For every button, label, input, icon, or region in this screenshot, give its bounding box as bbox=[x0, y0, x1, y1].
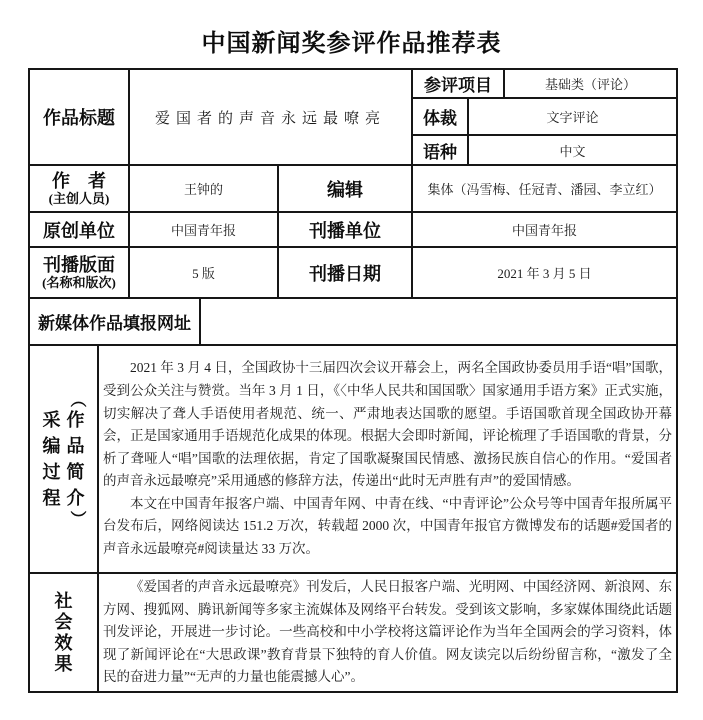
process-label-row: 采作 bbox=[42, 410, 91, 430]
recommendation-table bbox=[28, 68, 678, 693]
social-effect-paragraph-1: 《爱国者的声音永远最嘹亮》刊发后，人民日报客户端、光明网、中国经济网、新浪网、东方网、搜狐网、腾讯新闻等多家主流媒体及网络平台转发。受到该文影响，多家媒体围绕此话题刊发评论，开展进一步讨论。一些高校和中小学校将这篇评论作为当年全国两会的学习资料，体现了新闻评论在“大思政课”教育背景下独特的育人价值。网友读完以后纷纷留言称，“激发了全民的奋进力量”“无声的力量也能震撼人心”。 bbox=[103, 579, 673, 685]
process-label-row: 编品 bbox=[42, 436, 91, 456]
social-label-char: 果 bbox=[54, 653, 73, 674]
work-title-label: 作品标题 bbox=[29, 69, 129, 165]
author-label-sub: (主创人员) bbox=[48, 191, 110, 206]
genre-label: 体裁 bbox=[412, 98, 468, 135]
publish-date-label: 刊播日期 bbox=[278, 247, 412, 298]
process-intro-label bbox=[34, 392, 93, 526]
process-intro-paragraph-1: 2021 年 3 月 4 日，全国政协十三届四次会议开幕会上，两名全国政协委员用手语“唱”国歌，受到公众关注与赞赏。当年 3 月 1 日，《〈中华人民共和国国歌〉国家通用手语方案》正式实施，切实解决了聋人手语使用者规范、统一、严肃地表达国歌的愿望。手语国歌首现全国政协开幕会，正是国家通用手语规范化成果的体现。根据大会即时新闻，评论梳理了手语国歌的背景，分析了聋哑人“唱”国歌的法理依据，肯定了国歌凝聚国民情感、激扬民族自信心的作用。“爱国者的声音永远最嘹亮”采用通感的修辞方法，传递出“此时无声胜有声”的爱国情感。 bbox=[103, 360, 673, 489]
publish-page-value: 5 版 bbox=[129, 247, 278, 298]
entry-category-label: 参评项目 bbox=[412, 69, 504, 98]
new-media-url-value bbox=[200, 298, 677, 345]
entry-category-value: 基础类（评论） bbox=[504, 69, 677, 98]
publish-page-label bbox=[29, 247, 129, 298]
publish-unit-value: 中国青年报 bbox=[412, 212, 677, 247]
language-value: 中文 bbox=[468, 135, 677, 165]
process-intro-label-cell bbox=[29, 345, 98, 573]
page-title: 中国新闻奖参评作品推荐表 bbox=[201, 31, 502, 57]
process-label-row: 程介 bbox=[42, 488, 91, 508]
editor-label: 编辑 bbox=[278, 165, 412, 212]
publish-page-label-main: 刊播版面 bbox=[43, 255, 115, 275]
publish-page-label-sub: (名称和版次) bbox=[42, 275, 116, 290]
social-effect-text bbox=[98, 573, 677, 692]
publish-unit-label: 刊播单位 bbox=[278, 212, 412, 247]
new-media-url-label: 新媒体作品填报网址 bbox=[29, 298, 200, 345]
social-label-char: 会 bbox=[54, 611, 73, 632]
work-title-value: 爱国者的声音永远最嘹亮 bbox=[129, 69, 412, 165]
social-label-char: 社 bbox=[54, 590, 73, 611]
author-label-main: 作 者 bbox=[52, 171, 106, 191]
original-unit-label: 原创单位 bbox=[29, 212, 129, 247]
genre-value: 文字评论 bbox=[468, 98, 677, 135]
open-bracket: （ bbox=[68, 391, 85, 408]
process-intro-paragraph-2: 本文在中国青年报客户端、中国青年网、中青在线、“中青评论”公众号等中国青年报所属平台发布后，网络阅读达 151.2 万次，转载超 2000 次，中国青年报官方微博发布的话题#爱国者的声音永远最嘹亮#阅读量达 33 万次。 bbox=[103, 495, 673, 557]
social-effect-label-cell bbox=[29, 573, 98, 692]
social-label-char: 效 bbox=[54, 632, 73, 653]
author-value: 王钟的 bbox=[129, 165, 278, 212]
author-label bbox=[29, 165, 129, 212]
publish-date-value: 2021 年 3 月 5 日 bbox=[412, 247, 677, 298]
original-unit-value: 中国青年报 bbox=[129, 212, 278, 247]
close-bracket: ） bbox=[68, 510, 85, 527]
process-label-row: 过简 bbox=[42, 462, 91, 482]
process-intro-text bbox=[98, 345, 677, 573]
editor-value: 集体（冯雪梅、任冠青、潘园、李立红） bbox=[412, 165, 677, 212]
social-effect-label bbox=[34, 591, 93, 675]
language-label: 语种 bbox=[412, 135, 468, 165]
